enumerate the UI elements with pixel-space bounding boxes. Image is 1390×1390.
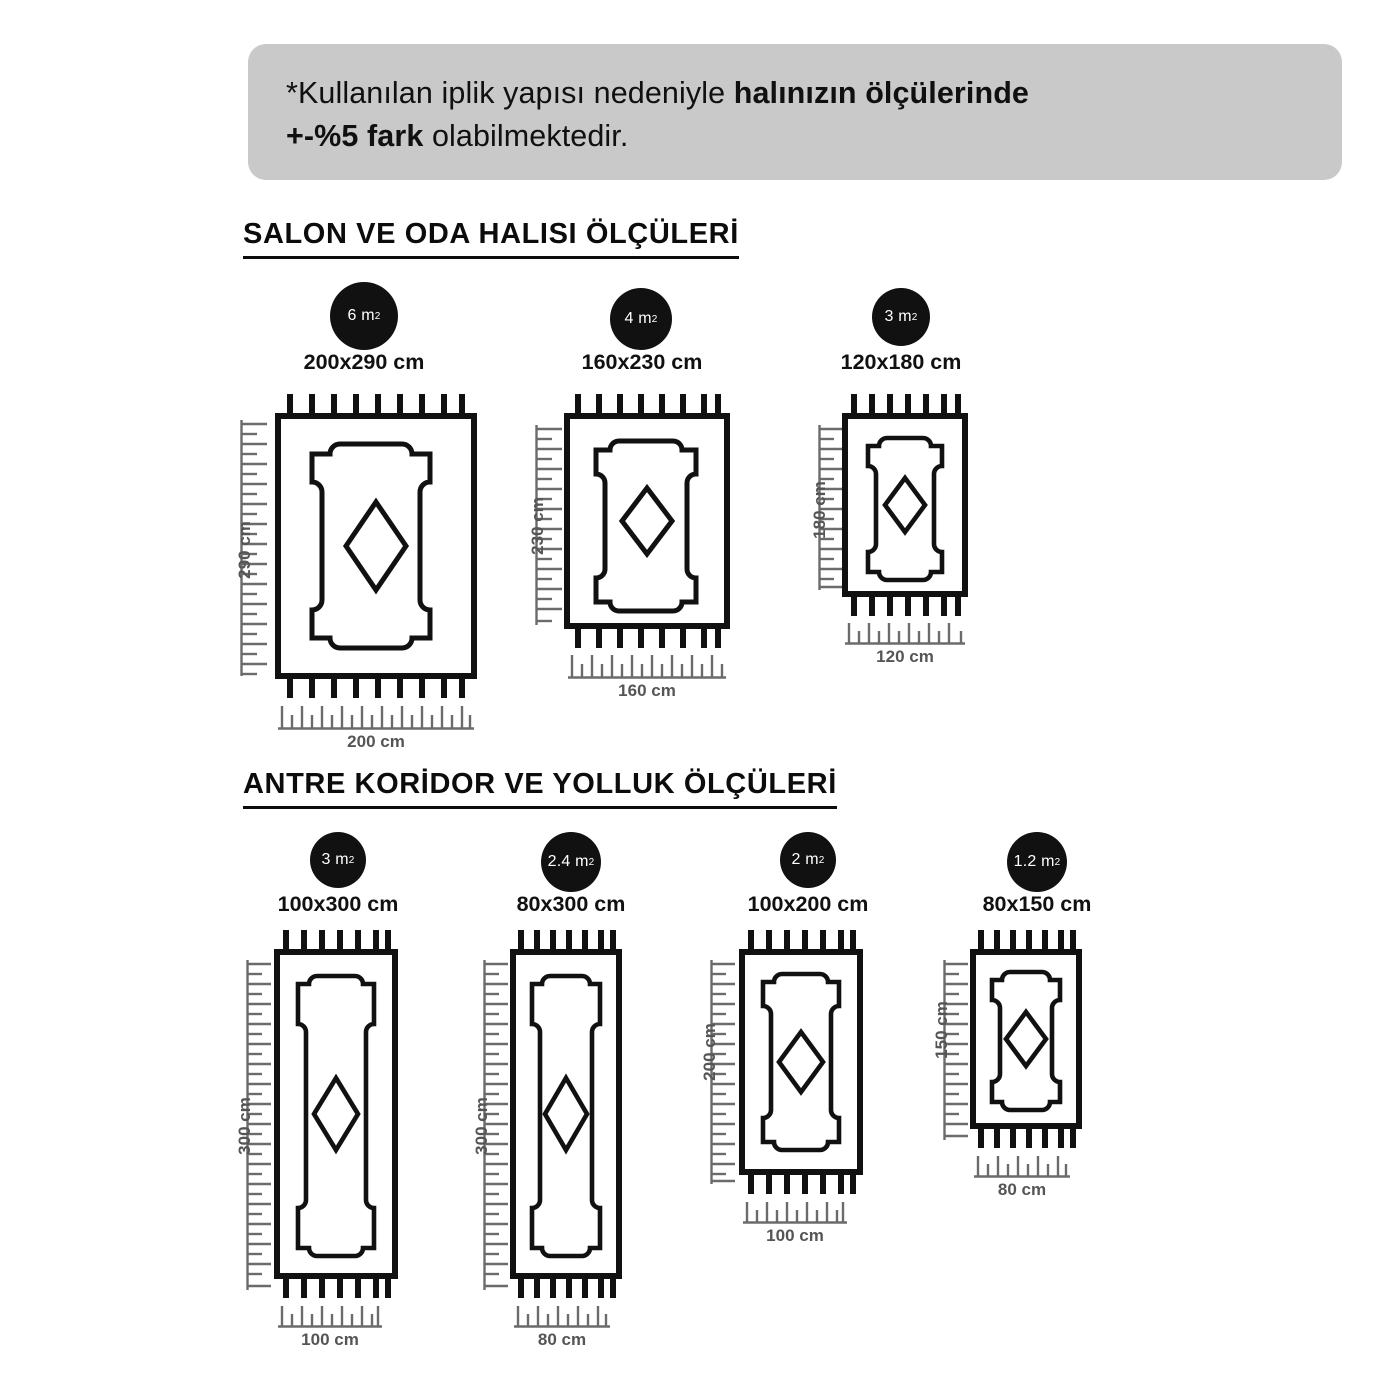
- rug-illustration-100x200: [737, 928, 865, 1196]
- area-badge-1-2m2: [1007, 832, 1067, 892]
- height-label-200: 200 cm: [700, 1023, 719, 1081]
- rug-illustration-120x180: [840, 392, 970, 618]
- horizontal-ruler-80-b: [974, 1156, 1070, 1178]
- area-badge-value: 2 m: [791, 851, 819, 868]
- horizontal-ruler-160: [568, 655, 726, 679]
- rug-illustration-100x300: [272, 928, 400, 1300]
- width-label-80-a: 80 cm: [537, 1330, 587, 1349]
- rug-illustration-160x230: [562, 392, 732, 650]
- rug-illustration-200x290: [272, 392, 480, 700]
- disclaimer-suffix: olabilmektedir.: [423, 119, 629, 154]
- area-badge-value: 6 m: [347, 307, 375, 324]
- size-label-80x300: 80x300 cm: [516, 892, 626, 916]
- area-badge-unit: 2: [588, 856, 595, 868]
- area-badge-unit: 2: [348, 854, 355, 866]
- horizontal-ruler-80-a: [514, 1306, 610, 1328]
- size-label-120x180: 120x180 cm: [840, 350, 962, 374]
- rug-illustration-80x150: [968, 928, 1084, 1150]
- area-badge-2m2: [780, 832, 836, 888]
- disclaimer-prefix: *Kullanılan iplik yapısı nedeniyle: [286, 76, 734, 110]
- disclaimer-banner: [248, 44, 1342, 180]
- width-label-80-b: 80 cm: [997, 1180, 1047, 1199]
- area-badge-unit: 2: [911, 311, 918, 323]
- disclaimer-bold-1: halınızın ölçülerinde: [733, 76, 1029, 110]
- width-label-160: 160 cm: [618, 681, 676, 700]
- size-label-80x150: 80x150 cm: [982, 892, 1092, 916]
- area-badge-6m2: [330, 282, 398, 350]
- height-label-230: 230 cm: [528, 497, 547, 555]
- area-badge-value: 2.4 m: [547, 853, 589, 870]
- area-badge-unit: 2: [651, 313, 658, 325]
- size-label-100x300: 100x300 cm: [277, 892, 399, 916]
- height-label-180: 180 cm: [810, 481, 829, 539]
- horizontal-ruler-100-a: [278, 1306, 382, 1328]
- rug-illustration-80x300: [508, 928, 624, 1300]
- area-badge-value: 1.2 m: [1013, 853, 1055, 870]
- area-badge-3m2-room: [872, 288, 930, 346]
- height-label-300-a: 300 cm: [235, 1097, 254, 1155]
- area-badge-unit: 2: [818, 854, 825, 866]
- disclaimer-text: [286, 72, 1304, 159]
- area-badge-4m2: [610, 288, 672, 350]
- horizontal-ruler-200: [278, 706, 474, 730]
- horizontal-ruler-120: [845, 623, 965, 645]
- width-label-100-b: 100 cm: [766, 1226, 824, 1245]
- disclaimer-bold-2: +-%5 fark: [286, 119, 424, 154]
- height-label-290: 290 cm: [235, 521, 254, 579]
- area-badge-value: 3 m: [884, 308, 912, 325]
- area-badge-unit: 2: [374, 310, 381, 322]
- size-label-160x230: 160x230 cm: [581, 350, 703, 374]
- height-label-150: 150 cm: [932, 1001, 951, 1059]
- area-badge-value: 4 m: [624, 310, 652, 327]
- area-badge-2-4m2: [541, 832, 601, 892]
- size-label-200x290: 200x290 cm: [303, 350, 425, 374]
- width-label-200: 200 cm: [347, 732, 405, 751]
- area-badge-3m2-runner: [310, 832, 366, 888]
- height-label-300-b: 300 cm: [472, 1097, 491, 1155]
- section-title-room-rugs: SALON VE ODA HALISI ÖLÇÜLERİ: [243, 218, 739, 259]
- size-label-100x200: 100x200 cm: [747, 892, 869, 916]
- horizontal-ruler-100-b: [743, 1202, 847, 1224]
- section-title-runner-rugs: ANTRE KORİDOR VE YOLLUK ÖLÇÜLERİ: [243, 768, 837, 809]
- area-badge-unit: 2: [1054, 856, 1061, 868]
- width-label-100-a: 100 cm: [301, 1330, 359, 1349]
- width-label-120: 120 cm: [876, 647, 934, 666]
- area-badge-value: 3 m: [321, 851, 349, 868]
